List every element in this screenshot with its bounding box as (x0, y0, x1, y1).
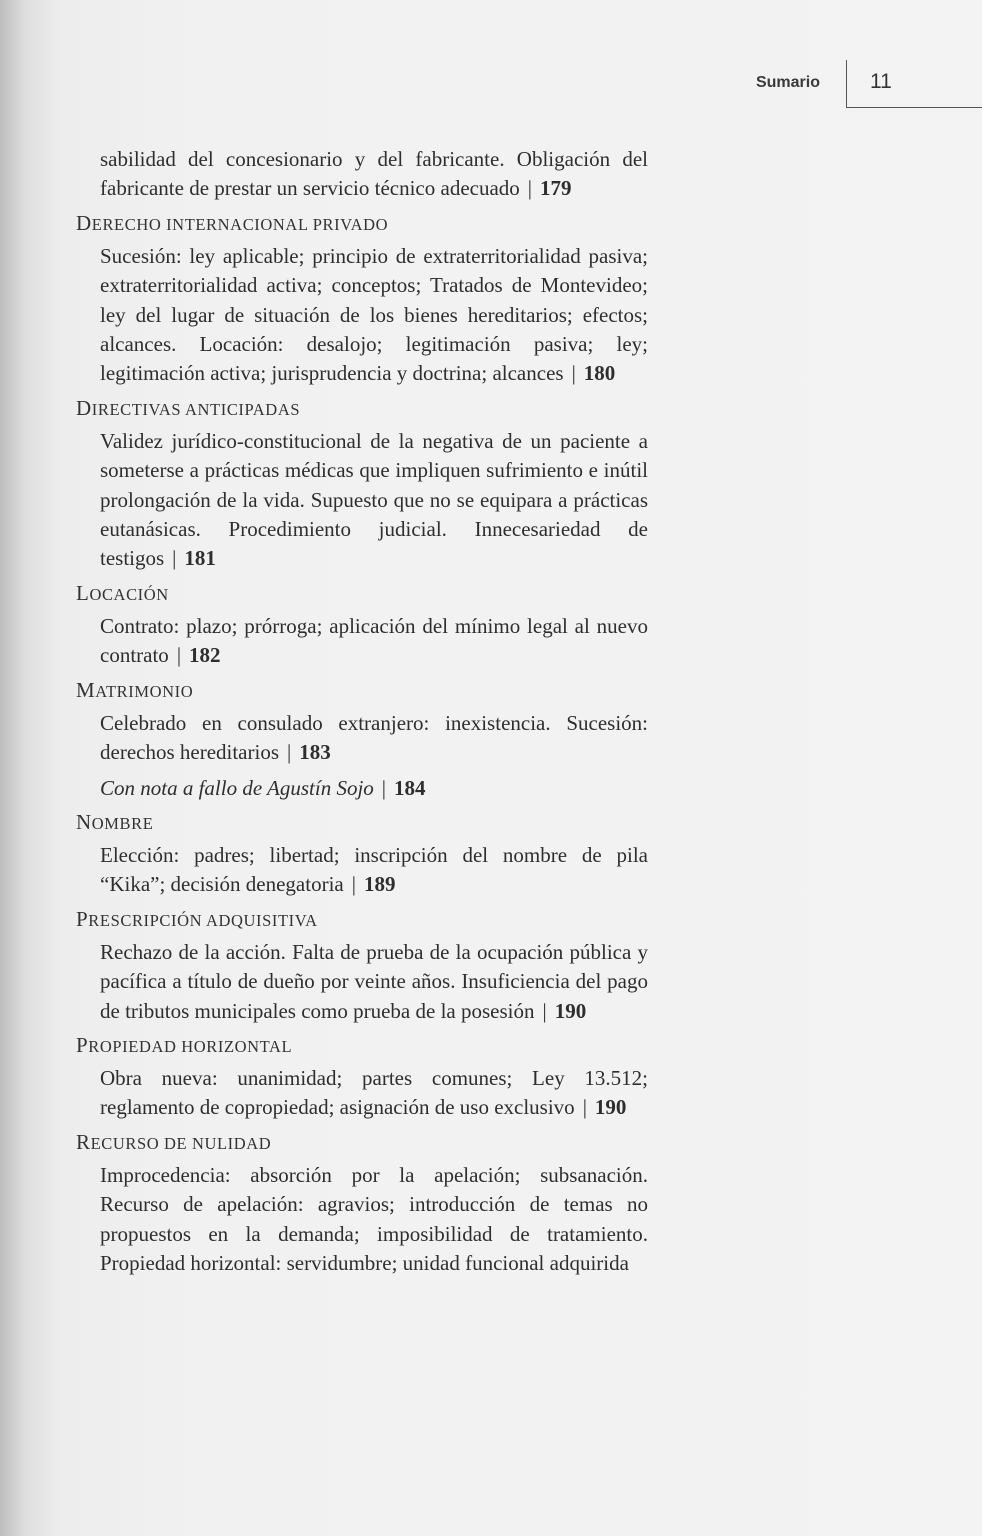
page-separator: | (172, 546, 177, 571)
summary-entry (76, 841, 648, 900)
summary-section (76, 1033, 648, 1123)
summary-section (76, 810, 648, 900)
summary-section (76, 211, 648, 389)
entry-text: sabilidad del concesionario y del fabricante. Obligación del fabricante de prestar un servicio técnico adecuado (100, 147, 648, 201)
page-separator: | (542, 998, 547, 1023)
entry-page-ref: 184 (394, 775, 426, 800)
page-separator: | (527, 176, 533, 201)
entry-text: Validez jurídico-constitucional de la negativa de un paciente a someterse a prácticas médicas que impliquen sufrimiento e inútil prolongación de la vida. Supuesto que no se equipara a prácticas eutanásicas. Procedimiento judicial. Innecesariedad de testigos (100, 428, 648, 571)
page-separator: | (571, 361, 576, 386)
section-heading: PRESCRIPCIÓN ADQUISITIVA (76, 906, 318, 931)
entry-text: Obra nueva: unanimidad; partes comunes; Ley 13.512; reglamento de copropiedad; asignación de uso exclusivo (100, 1065, 648, 1120)
header-divider (846, 60, 847, 108)
summary-section (76, 581, 648, 671)
summary-section (76, 396, 648, 574)
entry-page-ref: 180 (583, 361, 616, 386)
entry-text: Celebrado en consulado extranjero: inexistencia. Sucesión: derechos hereditarios (100, 710, 648, 765)
continued-entry (76, 145, 648, 204)
summary-content (76, 145, 648, 1284)
summary-entry (76, 938, 648, 1026)
section-heading: LOCACIÓN (76, 580, 169, 605)
page-separator: | (381, 775, 387, 800)
section-heading: NOMBRE (76, 809, 154, 834)
page-separator: | (287, 740, 292, 765)
entry-page-ref: 190 (554, 998, 587, 1023)
page-separator: | (351, 872, 356, 897)
running-head (0, 60, 982, 110)
summary-entry (76, 1064, 648, 1123)
section-heading: MATRIMONIO (76, 677, 194, 702)
summary-entry (76, 1161, 648, 1279)
summary-section (76, 907, 648, 1026)
header-rule (846, 107, 982, 108)
running-head-label: Sumario (755, 74, 820, 91)
summary-entry (76, 242, 648, 389)
summary-entry (76, 427, 648, 574)
summary-section (76, 678, 648, 803)
summary-entry (76, 774, 648, 803)
entry-page-ref: 182 (189, 643, 221, 668)
entry-page-ref: 189 (363, 872, 396, 897)
entry-page-ref: 181 (184, 546, 216, 571)
section-heading: RECURSO DE NULIDAD (76, 1129, 272, 1154)
page-separator: | (582, 1095, 587, 1120)
summary-entry (76, 709, 648, 768)
section-heading: DERECHO INTERNACIONAL PRIVADO (76, 210, 389, 235)
entry-page-ref: 179 (540, 176, 572, 201)
entry-text: Contrato: plazo; prórroga; aplicación del mínimo legal al nuevo contrato (100, 613, 648, 668)
entry-text: Con nota a fallo de Agustín Sojo (100, 775, 374, 800)
entry-page-ref: 183 (299, 740, 331, 765)
entry-page-ref: 190 (594, 1095, 627, 1120)
page-number: 11 (870, 70, 892, 93)
page-separator: | (176, 643, 182, 668)
summary-section (76, 1130, 648, 1279)
section-heading: PROPIEDAD HORIZONTAL (76, 1032, 293, 1057)
entry-text: Improcedencia: absorción por la apelación; subsanación. Recurso de apelación: agravios; introducción de temas no propuestos en la demanda; imposibilidad de tratamiento. Propiedad horizontal: servidumbre; unidad funcional adquirida (100, 1162, 648, 1275)
entry-text: Elección: padres; libertad; inscripción del nombre de pila “Kika”; decisión denegatoria (100, 842, 648, 897)
entry-text: Sucesión: ley aplicable; principio de extraterritorialidad pasiva; extraterritorialidad activa; conceptos; Tratados de Montevideo; ley del lugar de situación de los bienes hereditarios; efectos; alcances. Locación: desalojo; legitimación pasiva; ley; legitimación activa; jurisprudencia y doctrina; alcances (100, 243, 648, 386)
summary-entry (76, 612, 648, 671)
entry-text: Rechazo de la acción. Falta de prueba de la ocupación pública y pacífica a título de dueño por veinte años. Insuficiencia del pago de tributos municipales como prueba de la posesión (100, 939, 648, 1023)
section-heading: DIRECTIVAS ANTICIPADAS (76, 395, 301, 420)
